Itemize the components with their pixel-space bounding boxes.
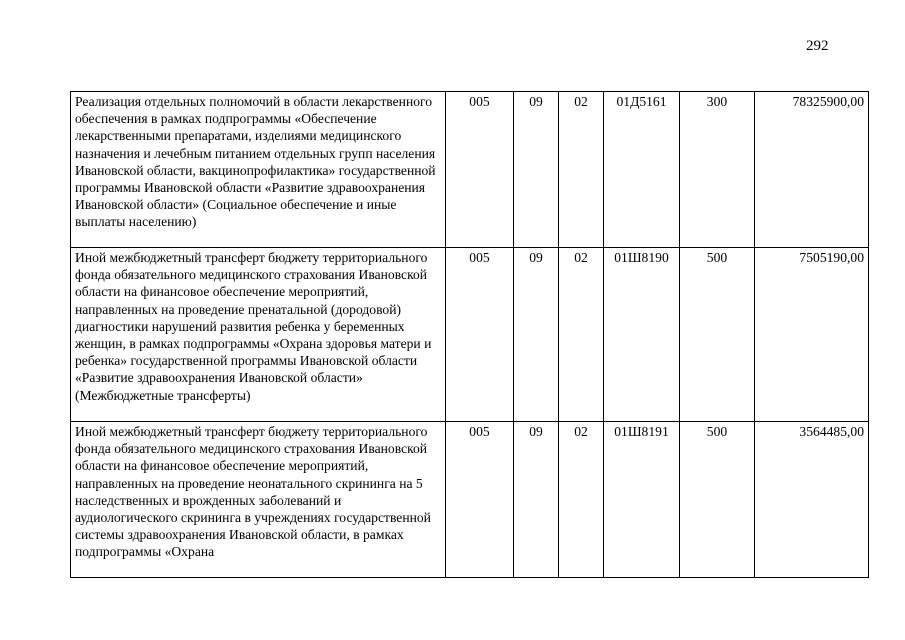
ministry-code: 005: [446, 422, 514, 578]
amount: 7505190,00: [755, 248, 869, 422]
subsection-code: 02: [559, 422, 604, 578]
page-number: 292: [806, 38, 829, 54]
expense-type-code: 300: [680, 92, 755, 248]
table-row: [71, 422, 869, 578]
amount: 3564485,00: [755, 422, 869, 578]
expense-type-code: 500: [680, 422, 755, 578]
expense-type-code: 500: [680, 248, 755, 422]
section-code: 09: [514, 248, 559, 422]
subsection-code: 02: [559, 92, 604, 248]
section-code: 09: [514, 92, 559, 248]
row-description: Реализация отдельных полномочий в области лекарственного обеспечения в рамках подпрограммы «Обеспечение лекарственными препаратами, изделиями медицинского назначения и лечебным питанием отдельных групп населения Ивановской области, вакцинопрофилактика» государственной программы Ивановской области «Развитие здравоохранения Ивановской области» (Социальное обеспечение и иные выплаты населению): [71, 92, 446, 248]
subsection-code: 02: [559, 248, 604, 422]
ministry-code: 005: [446, 248, 514, 422]
target-article-code: 01Ш8191: [604, 422, 680, 578]
target-article-code: 01Ш8190: [604, 248, 680, 422]
ministry-code: 005: [446, 92, 514, 248]
budget-table: [70, 91, 869, 578]
table-row: [71, 92, 869, 248]
row-description: Иной межбюджетный трансферт бюджету территориального фонда обязательного медицинского страхования Ивановской области на финансовое обеспечение мероприятий, направленных на проведение пренатальной (дородовой) диагностики нарушений развития ребенка у беременных женщин, в рамках подпрограммы «Охрана здоровья матери и ребенка» государственной программы Ивановской области «Развитие здравоохранения Ивановской области» (Межбюджетные трансферты): [71, 248, 446, 422]
table-row: [71, 248, 869, 422]
row-description: Иной межбюджетный трансферт бюджету территориального фонда обязательного медицинского страхования Ивановской области на финансовое обеспечение мероприятий, направленных на проведение неонатального скрининга на 5 наследственных и врожденных заболеваний и аудиологического скрининга в учреждениях государственной системы здравоохранения Ивановской области, в рамках подпрограммы «Охрана: [71, 422, 446, 578]
amount: 78325900,00: [755, 92, 869, 248]
target-article-code: 01Д5161: [604, 92, 680, 248]
section-code: 09: [514, 422, 559, 578]
